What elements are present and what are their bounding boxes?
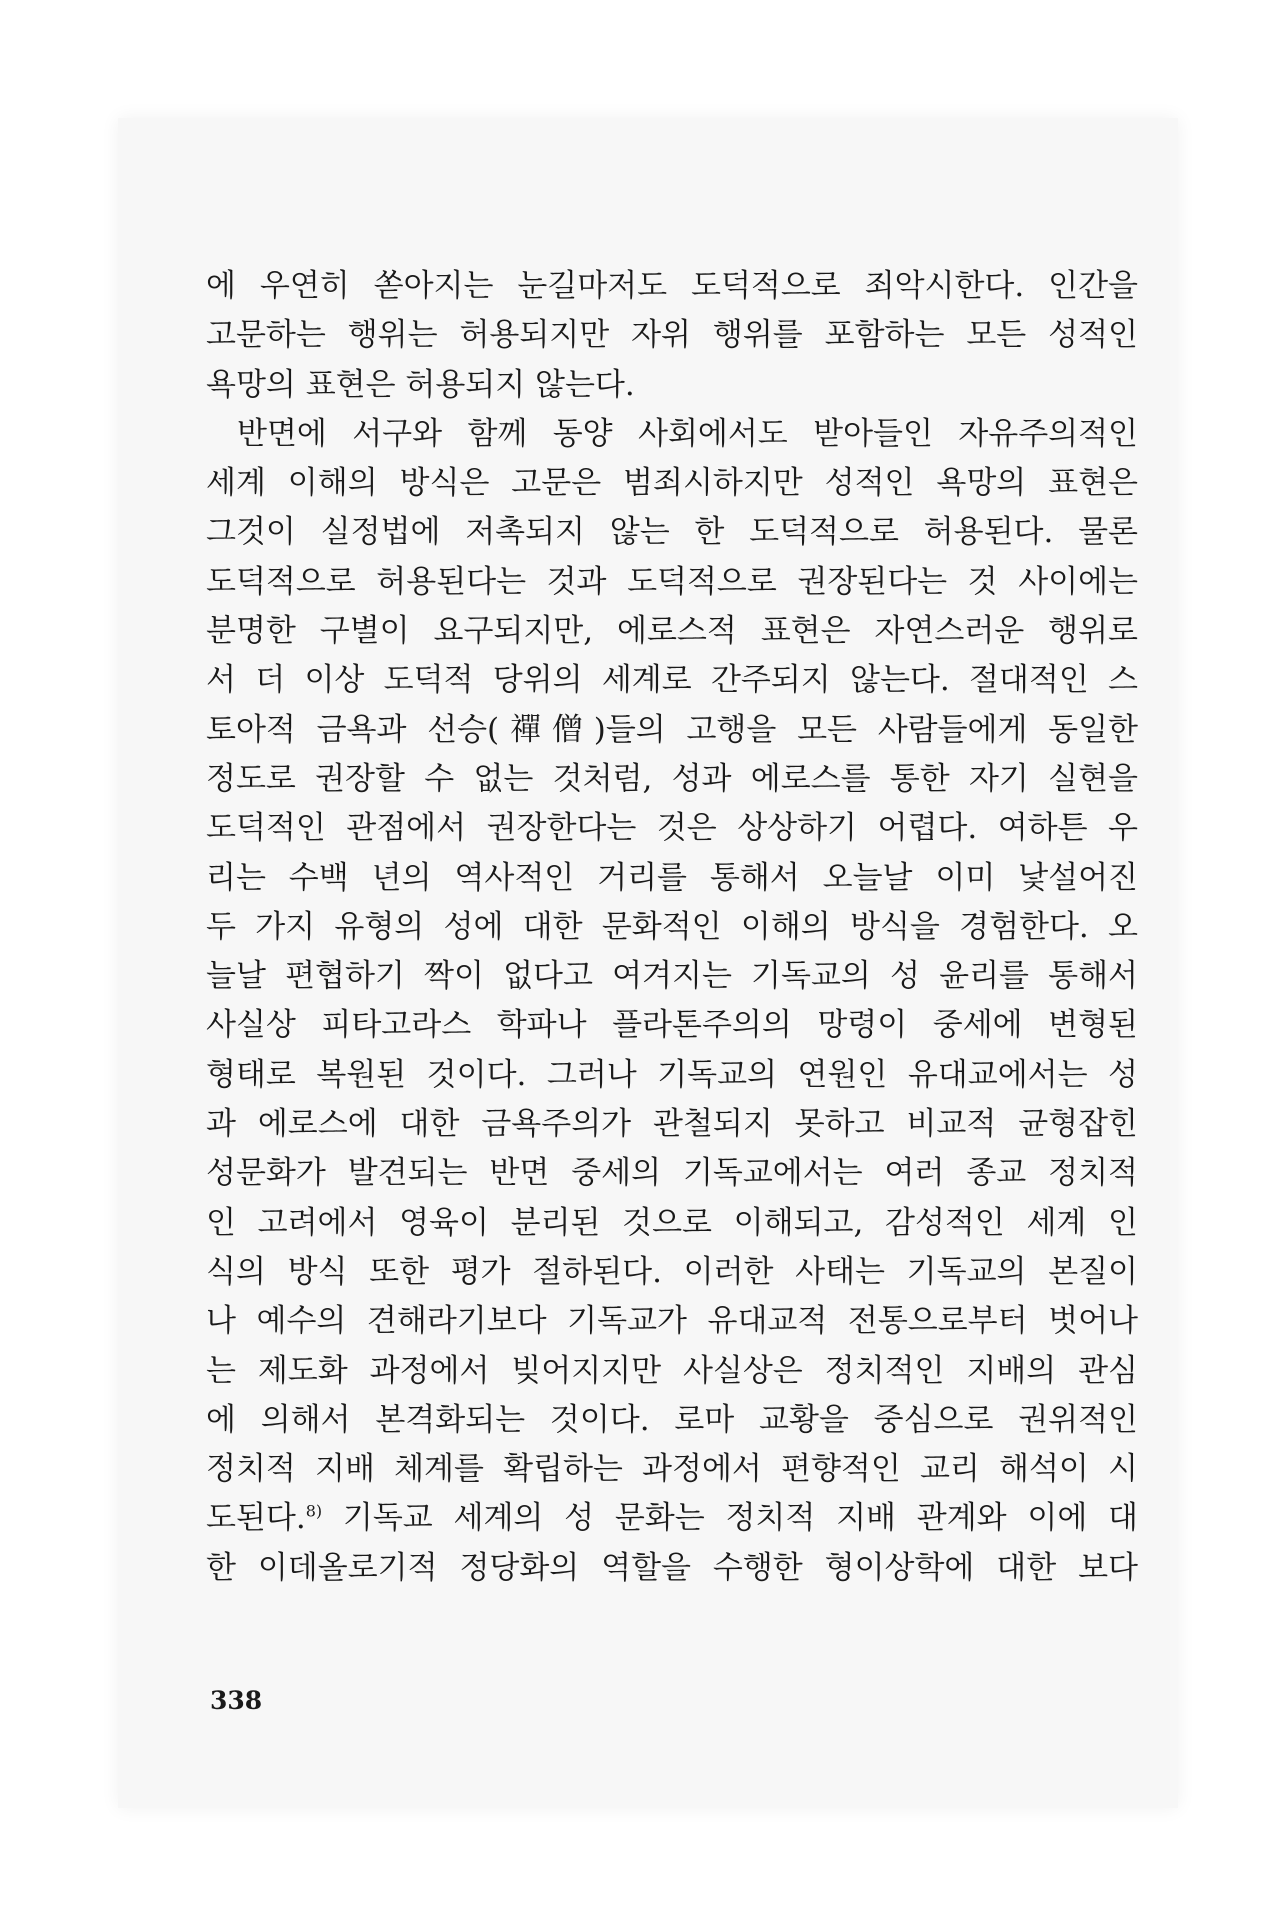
text-line: 늘날 편협하기 짝이 없다고 여겨지는 기독교의 성 윤리를 통해서 [206, 958, 1138, 995]
line-text: 도된다. [206, 1500, 306, 1537]
text-line: 정도로 권장할 수 없는 것처럼, 성과 에로스를 통한 자기 실현을 [206, 760, 1138, 797]
footnote-reference[interactable]: 8) [305, 1502, 323, 1522]
paragraph-start-line: 반면에 서구와 함께 동양 사회에서도 받아들인 자유주의적인 [237, 415, 1138, 452]
text-line: 도덕적인 관점에서 권장한다는 것은 상상하기 어렵다. 여하튼 우 [206, 810, 1138, 847]
text-line: 성문화가 발견되는 반면 중세의 기독교에서는 여러 종교 정치적 [206, 1155, 1138, 1192]
text-line-with-footnote [206, 1494, 1138, 1543]
text-line: 토아적 금욕과 선승(禪僧)들의 고행을 모든 사람들에게 동일한 [206, 711, 1138, 748]
text-line: 세계 이해의 방식은 고문은 범죄시하지만 성적인 욕망의 표현은 [206, 465, 1138, 502]
text-line: 한 이데올로기적 정당화의 역할을 수행한 형이상학에 대한 보다 [206, 1549, 1138, 1586]
body-text [206, 262, 1138, 1593]
text-line: 고문하는 행위는 허용되지만 자위 행위를 포함하는 모든 성적인 [206, 317, 1138, 354]
text-line: 인 고려에서 영육이 분리된 것으로 이해되고, 감성적인 세계 인 [206, 1204, 1138, 1241]
text-line: 정치적 지배 체계를 확립하는 과정에서 편향적인 교리 해석이 시 [206, 1451, 1138, 1488]
text-line: 사실상 피타고라스 학파나 플라톤주의의 망령이 중세에 변형된 [206, 1007, 1138, 1044]
text-line: 욕망의 표현은 허용되지 않는다. [206, 366, 635, 403]
text-line: 그것이 실정법에 저촉되지 않는 한 도덕적으로 허용된다. 물론 [206, 514, 1138, 551]
text-line: 에 우연히 쏟아지는 눈길마저도 도덕적으로 죄악시한다. 인간을 [206, 268, 1138, 304]
text-line: 과 에로스에 대한 금욕주의가 관철되지 못하고 비교적 균형잡힌 [206, 1106, 1138, 1143]
line-text: 기독교 세계의 성 문화는 정치적 지배 관계와 이에 대 [322, 1500, 1138, 1537]
text-line: 식의 방식 또한 평가 절하된다. 이러한 사태는 기독교의 본질이 [206, 1253, 1138, 1290]
text-line: 두 가지 유형의 성에 대한 문화적인 이해의 방식을 경험한다. 오 [206, 908, 1138, 945]
text-line: 는 제도화 과정에서 빚어지지만 사실상은 정치적인 지배의 관심 [206, 1352, 1138, 1389]
text-line: 도덕적으로 허용된다는 것과 도덕적으로 권장된다는 것 사이에는 [206, 563, 1138, 600]
text-line: 리는 수백 년의 역사적인 거리를 통해서 오늘날 이미 낯설어진 [206, 859, 1138, 896]
text-line: 서 더 이상 도덕적 당위의 세계로 간주되지 않는다. 절대적인 스 [206, 662, 1138, 699]
text-line: 분명한 구별이 요구되지만, 에로스적 표현은 자연스러운 행위로 [206, 613, 1138, 650]
text-line: 나 예수의 견해라기보다 기독교가 유대교적 전통으로부터 벗어나 [206, 1303, 1138, 1340]
page-number: 338 [210, 1686, 263, 1715]
text-line: 에 의해서 본격화되는 것이다. 로마 교황을 중심으로 권위적인 [206, 1401, 1138, 1438]
text-line: 형태로 복원된 것이다. 그러나 기독교의 연원인 유대교에서는 성 [206, 1056, 1138, 1093]
